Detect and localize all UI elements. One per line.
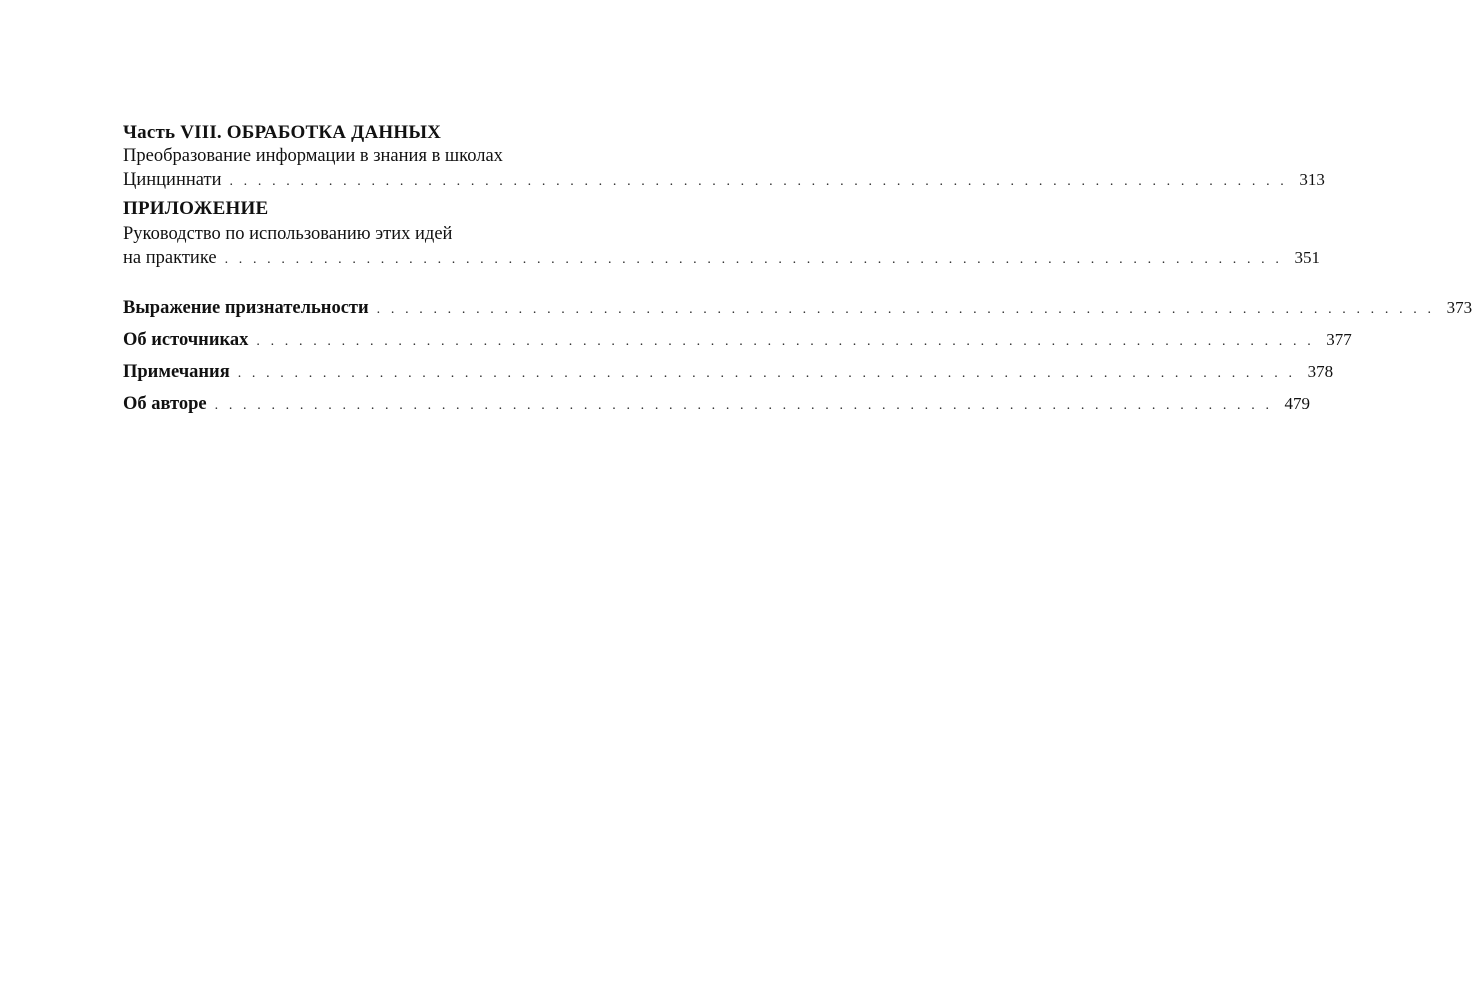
page-number: 313: [1299, 170, 1325, 189]
page-number: 351: [1294, 248, 1320, 267]
page-number: 479: [1284, 394, 1311, 413]
entry-label: Выражение признательности: [123, 298, 369, 318]
toc-entry: [123, 246, 1320, 272]
toc-entry: [123, 328, 1352, 354]
dot-leader: . . . . . . . . . . . . . . . . . . . . . . . . . . . . . . . . . . . . . . . . . . . . . . . . . . . . . . . . . . . . . . . . . . . . . . . . . . .: [256, 334, 1315, 349]
dot-leader: . . . . . . . . . . . . . . . . . . . . . . . . . . . . . . . . . . . . . . . . . . . . . . . . . . . . . . . . . . . . . . . . . . . . . . . . . . .: [237, 366, 1296, 381]
toc-entry: [123, 392, 1311, 418]
page-number: 373: [1446, 298, 1472, 317]
page-number: 377: [1326, 330, 1352, 349]
toc-entry: [123, 168, 1325, 194]
part-title: Часть VIII. ОБРАБОТКА ДАННЫХ: [123, 122, 442, 143]
dot-leader: . . . . . . . . . . . . . . . . . . . . . . . . . . . . . . . . . . . . . . . . . . . . . . . . . . . . . . . . . . . . . . . . . . . . . . . . . . .: [229, 174, 1288, 189]
chapter-title-line: Цинциннати: [123, 170, 222, 190]
entry-label: Об источниках: [123, 330, 249, 350]
toc-entry: [123, 360, 1334, 386]
toc-back-matter: [123, 296, 1472, 418]
dot-leader: . . . . . . . . . . . . . . . . . . . . . . . . . . . . . . . . . . . . . . . . . . . . . . . . . . . . . . . . . . . . . . . . . . . . . . . . . . .: [224, 252, 1283, 267]
entry-label: Об авторе: [123, 394, 207, 414]
chapter-title-line: Преобразование информации в знания в школах: [123, 146, 503, 166]
toc-entry: [123, 296, 1472, 322]
entry-label: Примечания: [123, 362, 230, 382]
toc-section-appendix: [123, 198, 1320, 272]
chapter-title-line: на практике: [123, 248, 217, 268]
table-of-contents: [123, 122, 1472, 424]
page-number: 378: [1307, 362, 1334, 381]
chapter-title-line: Руководство по использованию этих идей: [123, 224, 453, 244]
dot-leader: . . . . . . . . . . . . . . . . . . . . . . . . . . . . . . . . . . . . . . . . . . . . . . . . . . . . . . . . . . . . . . . . . . . . . . . . . . .: [376, 302, 1435, 317]
part-title: ПРИЛОЖЕНИЕ: [123, 198, 269, 219]
dot-leader: . . . . . . . . . . . . . . . . . . . . . . . . . . . . . . . . . . . . . . . . . . . . . . . . . . . . . . . . . . . . . . . . . . . . . . . . . . .: [214, 398, 1273, 413]
toc-section-part-8: [123, 122, 1325, 194]
